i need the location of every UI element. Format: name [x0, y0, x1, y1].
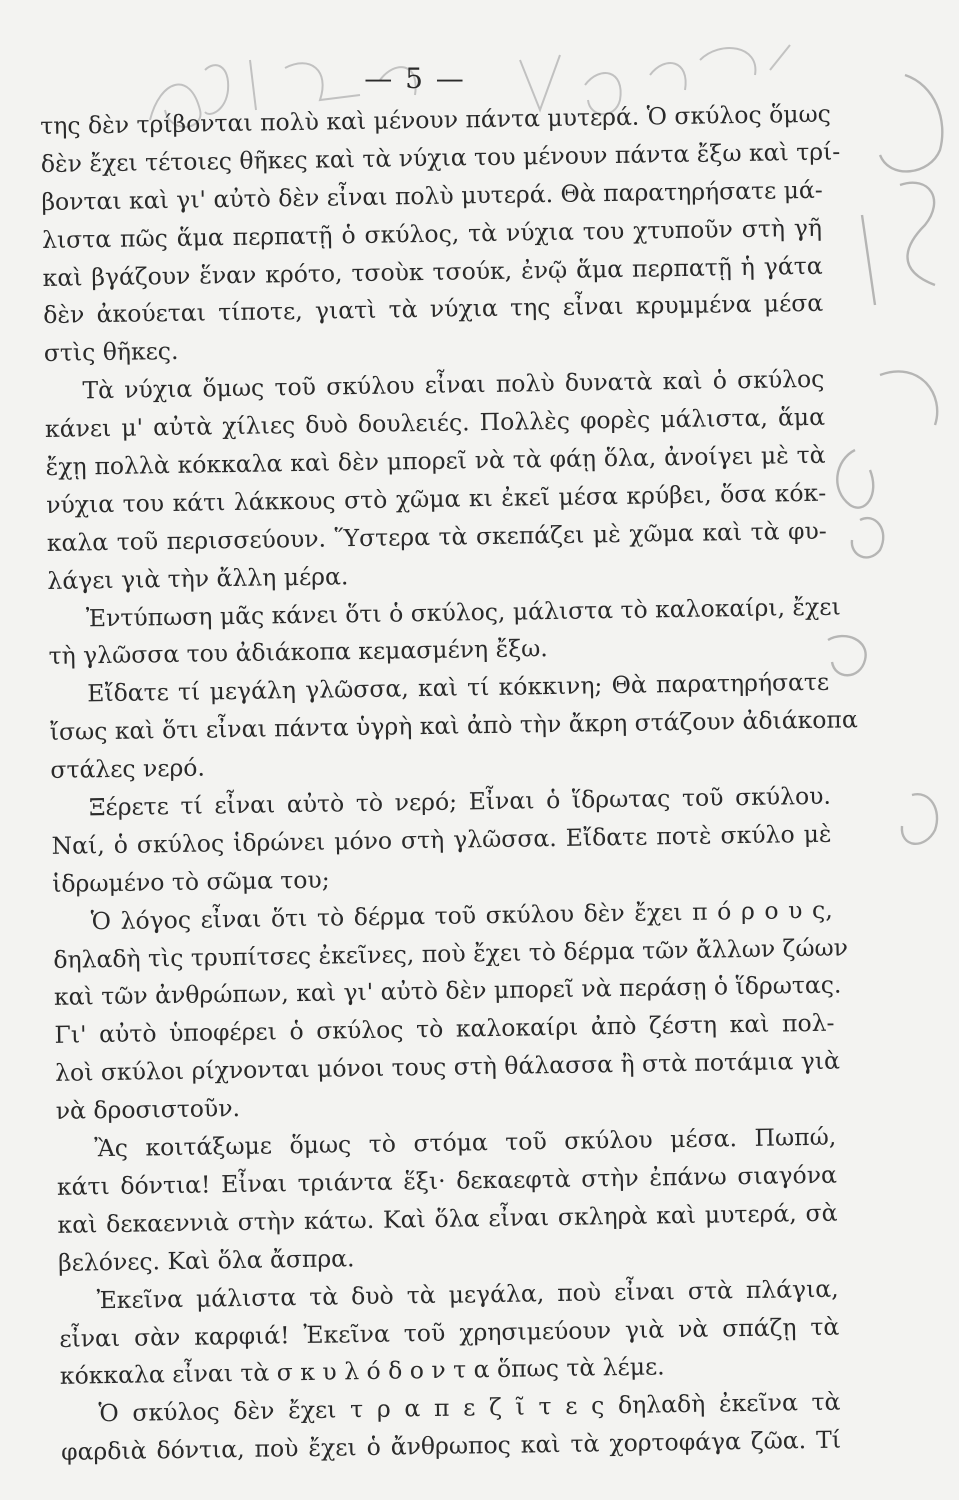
- text-line: Ὁ λόγος εἶναι ὅτι τὸ δέρμα τοῦ σκύλου δὲν ἔχει π ό ρ ο υ ς,: [90, 895, 833, 936]
- text-line: στάλες νερό.: [50, 753, 206, 785]
- text-line: καὶ τῶν ἀνθρώπων, καὶ γι' αὐτὸ δὲν μπορεῖ νὰ περάσῃ ὁ ἵδρωτας.: [53, 971, 842, 1012]
- text-line: εἶναι σὰν καρφιά! Ἐκεῖνα τοῦ χρησιμεύουν γιὰ νὰ σπάζῃ τὰ: [59, 1312, 840, 1353]
- text-line: Ναί, ὁ σκύλος ἱδρώνει μόνο στὴ γλῶσσα. Εἴδατε ποτὲ σκύλο μὲ: [51, 819, 832, 860]
- text-line: Τὰ νύχια ὅμως τοῦ σκύλου εἶναι πολὺ δυνατὰ καὶ ὁ σκύλος: [82, 364, 825, 405]
- page-number: — 5 —: [364, 62, 466, 95]
- text-line: νύχια του κάτι λάκκους στὸ χῶμα κι ἐκεῖ μέσα κρύβει, ὅσα κόκ-: [46, 478, 827, 519]
- text-line: Ἐντύπωση μᾶς κάνει ὅτι ὁ σκύλος, μάλιστα τὸ καλοκαίρι, ἔχει: [85, 592, 841, 632]
- text-line: της δὲν τρίβονται πολὺ καὶ μένουν πάντα μυτερά. Ὁ σκύλος ὅμως: [40, 99, 832, 140]
- text-line: ἱδρωμένο τὸ σῶμα του;: [51, 865, 330, 898]
- text-line: Ὁ σκύλος δὲν ἔχει τ ρ α π ε ζ ῖ τ ε ς δηλαδὴ ἐκεῖνα τὰ: [98, 1387, 841, 1428]
- text-line: βελόνες. Καὶ ὅλα ἄσπρα.: [57, 1243, 355, 1277]
- text-line: Ξέρετε τί εἶναι αὐτὸ τὸ νερό; Εἶναι ὁ ἵδρωτας τοῦ σκύλου.: [88, 781, 832, 822]
- text-line: Ἐκεῖνα μάλιστα τὰ δυὸ τὰ μεγάλα, ποὺ εἶναι στὰ πλάγια,: [96, 1274, 839, 1314]
- text-line: Εἴδατε τί μεγάλη γλῶσσα, καὶ τί κόκκινη; Θὰ παρατηρήσατε: [86, 668, 830, 708]
- text-line: δὲν ἔχει τέτοιες θῆκες καὶ τὰ νύχια του μένουν πάντα ἔξω καὶ τρί-: [40, 137, 841, 178]
- text-line: τὴ γλῶσσα του ἀδιάκοπα κεμασμένη ἔξω.: [48, 634, 548, 671]
- text-line: ἴσως καὶ ὅτι εἶναι πάντα ὑγρὴ καὶ ἀπὸ τὴν ἄκρη στάζουν ἀδιάκοπα: [49, 705, 858, 747]
- text-line: λοὶ σκύλοι ρίχνονται μόνοι τους στὴ θάλασσα ἢ στὰ ποτάμια γιὰ: [54, 1046, 841, 1088]
- text-line: Γι' αὐτὸ ὑποφέρει ὁ σκύλος τὸ καλοκαίρι ἀπὸ ζέστη καὶ πολ-: [54, 1009, 835, 1050]
- text-line: δηλαδὴ τὶς τρυπίτσες ἐκεῖνες, ποὺ ἔχει τὸ δέρμα τῶν ἄλλων ζώων: [53, 933, 849, 974]
- text-line: κόκκαλα εἶναι τὰ σ κ υ λ ό δ ο ν τ α ὅπως τὰ λέμε.: [59, 1352, 665, 1391]
- text-line: φαρδιὰ δόντια, ποὺ ἔχει ὁ ἄνθρωπος καὶ τὰ χορτοφάγα ζῶα. Τί: [60, 1425, 842, 1467]
- text-line: καὶ βγάζουν ἕναν κρότο, τσοὺκ τσούκ, ἐνῷ ἅμα περπατῇ ἡ γάτα: [42, 251, 823, 292]
- text-line: βονται καὶ γι' αὐτὸ δὲν εἶναι πολὺ μυτερά. Θὰ παρατηρήσατε μά-: [41, 175, 823, 216]
- text-line: κάτι δόντια! Εἶναι τριάντα ἕξι· δεκαεφτὰ στὴν ἐπάνω σιαγόνα: [56, 1160, 838, 1201]
- text-line: καὶ δεκαεννιὰ στὴν κάτω. Καὶ ὅλα εἶναι σκληρὰ καὶ μυτερά, σὰ: [57, 1198, 838, 1239]
- text-line: λιστα πῶς ἅμα περπατῇ ὁ σκύλος, τὰ νύχια του χτυποῦν στὴ γῆ: [41, 213, 823, 254]
- text-line: Ἂς κοιτάξωμε ὅμως τὸ στόμα τοῦ σκύλου μέσα. Πωπώ,: [94, 1122, 837, 1163]
- text-line: καλα τοῦ περισσεύουν. Ὕστερα τὰ σκεπάζει μὲ χῶμα καὶ τὰ φυ-: [46, 516, 827, 557]
- text-line: λάγει γιὰ τὴν ἄλλη μέρα.: [47, 561, 349, 595]
- body-text: [40, 96, 858, 1472]
- text-line: δὲν ἀκούεται τίποτε, γιατὶ τὰ νύχια της εἶναι κρυμμένα μέσα: [43, 289, 824, 330]
- text-line: ἔχῃ πολλὰ κόκκαλα καὶ δὲν μπορεῖ νὰ τὰ φάῃ ὅλα, ἀνοίγει μὲ τὰ: [45, 440, 826, 481]
- text-line: κάνει μ' αὐτὰ χίλιες δυὸ δουλειές. Πολλὲς φορὲς μάλιστα, ἅμα: [44, 402, 826, 444]
- text-line: στὶς θῆκες.: [43, 337, 179, 368]
- text-line: νὰ δροσιστοῦν.: [55, 1094, 241, 1126]
